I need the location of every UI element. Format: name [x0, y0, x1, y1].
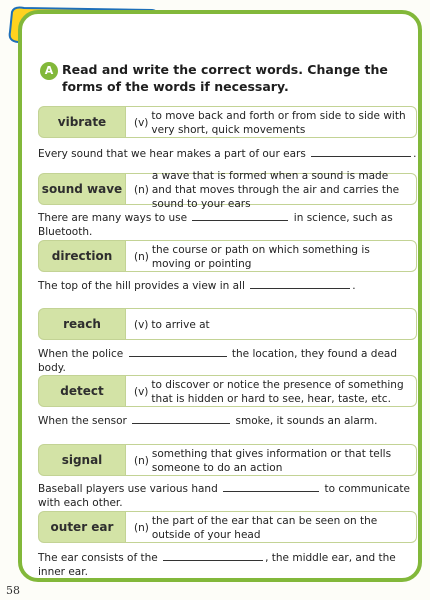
- page-number: 58: [6, 584, 20, 597]
- sentence-before: The top of the hill provides a view in all: [38, 280, 245, 292]
- part-of-speech: (n): [134, 183, 149, 196]
- definition-box: [126, 511, 417, 543]
- part-of-speech: (v): [134, 116, 149, 129]
- definition-text: to move back and forth or from side to side with very short, quick movements: [151, 109, 406, 136]
- sentence-after: .: [352, 280, 356, 292]
- answer-blank[interactable]: [311, 145, 411, 157]
- answer-blank[interactable]: [223, 480, 319, 492]
- term-label: direction: [38, 240, 126, 272]
- term-label: reach: [38, 308, 126, 340]
- term-label: detect: [38, 375, 126, 407]
- definition-box: [126, 169, 417, 210]
- term-label: signal: [38, 444, 126, 476]
- sentence-before: Baseball players use various hand: [38, 483, 218, 495]
- definition-box: [126, 308, 417, 340]
- example-sentence: [38, 345, 418, 375]
- example-sentence: [38, 480, 418, 510]
- part-of-speech: (n): [134, 521, 149, 534]
- answer-blank[interactable]: [163, 549, 263, 561]
- example-sentence: [38, 549, 418, 579]
- sentence-before: When the police: [38, 348, 124, 360]
- definition-text: to arrive at: [151, 318, 210, 331]
- definition-box: [126, 240, 417, 272]
- answer-blank[interactable]: [129, 345, 227, 357]
- answer-blank[interactable]: [250, 277, 350, 289]
- sentence-before: There are many ways to use: [38, 212, 188, 224]
- definition-text: the part of the ear that can be seen on the outside of your head: [151, 514, 378, 541]
- part-of-speech: (v): [134, 318, 149, 331]
- term-label: vibrate: [38, 106, 126, 138]
- sentence-before: Every sound that we hear makes a part of our ears: [38, 148, 306, 160]
- part-of-speech: (n): [134, 454, 149, 467]
- sentence-after: to communicate with each other.: [38, 483, 410, 509]
- definition-box: [126, 444, 417, 476]
- example-sentence: [38, 277, 418, 293]
- example-sentence: [38, 145, 418, 161]
- example-sentence: [38, 209, 418, 239]
- sentence-after: .: [413, 148, 417, 160]
- answer-blank[interactable]: [192, 209, 288, 221]
- definition-box: [126, 106, 417, 138]
- answer-blank[interactable]: [132, 412, 230, 424]
- term-label: sound wave: [38, 173, 126, 205]
- sentence-after: , the middle ear, and the inner ear.: [38, 552, 396, 578]
- part-of-speech: (n): [134, 250, 149, 263]
- definition-text: the course or path on which something is moving or pointing: [151, 243, 370, 270]
- sentence-before: The ear consists of the: [38, 552, 158, 564]
- sentence-before: When the sensor: [38, 415, 127, 427]
- example-sentence: [38, 412, 418, 428]
- sentence-after: smoke, it sounds an alarm.: [235, 415, 378, 427]
- definition-text: a wave that is formed when a sound is made and that moves through the air and carries the sound to your ears: [151, 169, 400, 210]
- definition-text: to discover or notice the presence of something that is hidden or hard to see, hear, taste, etc.: [151, 378, 404, 405]
- section-instruction: Read and write the correct words. Change the forms of the words if necessary.: [62, 62, 388, 94]
- sentence-after: in science, such as Bluetooth.: [38, 212, 393, 238]
- sentence-after: the location, they found a dead body.: [38, 348, 398, 374]
- section-badge: A: [40, 62, 58, 80]
- term-label: outer ear: [38, 511, 126, 543]
- definition-text: something that gives information or that tells someone to do an action: [151, 447, 392, 474]
- definition-box: [126, 375, 417, 407]
- part-of-speech: (v): [134, 385, 149, 398]
